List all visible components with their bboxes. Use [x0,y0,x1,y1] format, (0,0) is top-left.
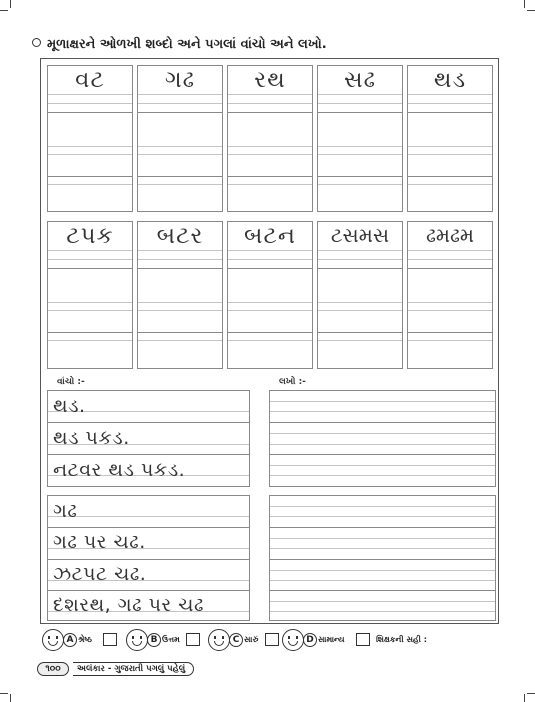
smiley-face-icon [126,629,148,651]
instruction-heading: મૂળાક્ષરને ઓળખી શબ્દો અને પગલાં વાંચો અને લખો. [32,37,327,52]
grade-checkbox[interactable] [103,633,117,646]
sentence-text: ગઢ પર ચઢ. [53,531,146,553]
sentence-text: થડ. [53,395,86,417]
worksheet-frame [40,58,499,624]
crop-mark [10,0,11,8]
crop-mark [0,10,8,11]
crop-mark [0,693,8,694]
book-title: અલંકાર - ગુજરાતી પગલું પહેલું [73,662,194,676]
grade-label: શ્રેષ્ઠ [78,635,92,644]
bullet-icon [32,38,41,47]
word-text: રથ [254,67,286,93]
grade-c [208,629,282,651]
word-cell[interactable] [407,65,493,212]
read-box [47,390,250,487]
grade-label: ઉત્તમ [162,635,180,644]
grading-strip [40,626,499,654]
write-label: લખો :- [279,377,306,387]
read-label: વાંચો :- [57,377,85,387]
grade-b [126,629,206,651]
word-text: બટર [156,223,204,249]
sentence-text: ઝટપટ ચઢ. [53,563,147,585]
word-cell[interactable] [317,221,403,369]
sentence-text: ગઢ [53,500,78,522]
word-text: ઢમઢમ [425,223,475,247]
word-text: થડ [433,67,467,93]
grade-letter: B [147,633,161,647]
sentence-text: નટવર થડ પકડ. [53,459,186,481]
word-cell[interactable] [47,65,133,212]
word-cell[interactable] [227,65,313,212]
teacher-sign-label: શિક્ષકની સહી : [376,635,427,644]
word-cell[interactable] [137,221,223,369]
smiley-face-icon [208,629,230,651]
crop-mark [527,10,535,11]
word-cell[interactable] [47,221,133,369]
word-text: વટ [75,67,105,93]
crop-mark [527,693,535,694]
smiley-face-icon [42,629,64,651]
grade-a [42,629,122,651]
word-text: ટસમસ [330,223,390,247]
word-text: બટન [244,223,296,249]
sentence-text: થડ પકડ. [53,427,130,449]
crop-mark [524,694,525,702]
word-text: ગઢ [164,67,196,93]
write-box[interactable] [269,390,496,487]
word-cell[interactable] [317,65,403,212]
word-cell[interactable] [407,221,493,369]
grade-letter: D [303,633,317,647]
word-cell[interactable] [137,65,223,212]
grade-checkbox[interactable] [186,633,200,646]
crop-mark [10,694,11,702]
grade-checkbox[interactable] [356,633,370,646]
word-text: સઢ [343,67,377,93]
page-number: ૧૦૦ [37,662,69,676]
smiley-face-icon [282,629,304,651]
word-cell[interactable] [227,221,313,369]
grade-checkbox[interactable] [265,633,279,646]
grade-label: સામાન્ય [318,635,345,644]
read-box [47,495,250,621]
grade-d [282,629,372,651]
write-box[interactable] [269,495,496,621]
grade-letter: C [229,633,243,647]
word-text: ટપક [66,223,114,249]
grade-letter: A [63,633,77,647]
sentence-text: દશરથ, ગઢ પર ચઢ [53,594,204,616]
grade-label: સારું [244,635,259,644]
crop-mark [524,0,525,8]
